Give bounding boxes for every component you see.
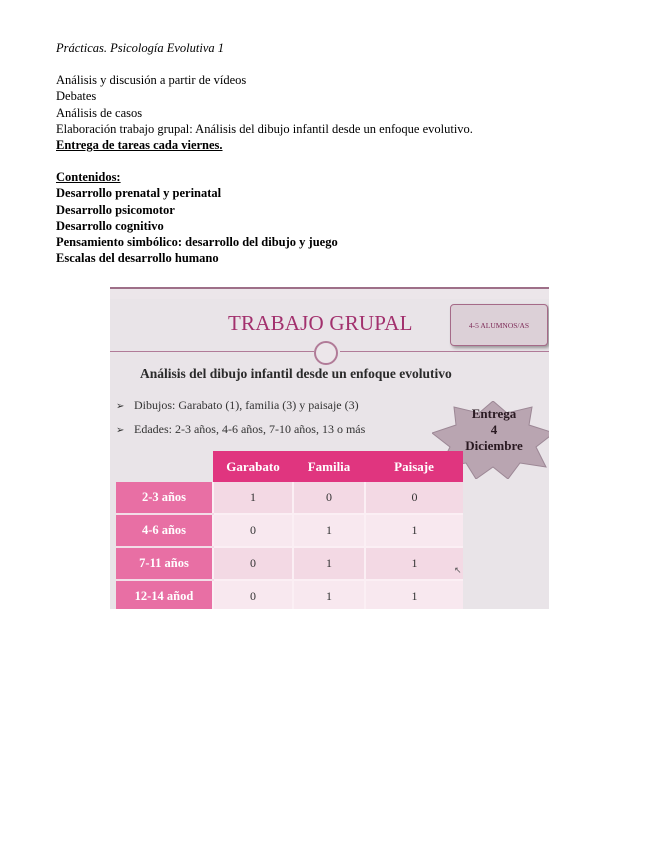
slide-subtitle: Análisis del dibujo infantil desde un enfoque evolutivo [140, 366, 452, 381]
bullet-text: Edades: 2-3 años, 4-6 años, 7-10 años, 13 o más [134, 422, 366, 436]
table-row [116, 580, 463, 609]
deadline-note: Entrega de tareas cada viernes. [56, 138, 223, 153]
divider-line [340, 351, 549, 352]
bullet-text: Dibujos: Garabato (1), familia (3) y paisaje (3) [134, 398, 359, 412]
document-body [56, 40, 616, 266]
activity-item: Análisis de casos [56, 105, 143, 120]
table-cell: 1 [293, 580, 365, 609]
table-cell: 1 [365, 580, 463, 609]
content-item: Desarrollo psicomotor [56, 202, 175, 217]
table-header-row [116, 451, 463, 482]
slide-title: TRABAJO GRUPAL [228, 311, 413, 335]
table-row [116, 547, 463, 580]
table-cell: 1 [293, 547, 365, 580]
arrow-bullet-icon: ➢ [116, 401, 125, 412]
deadline-line: 4 [490, 422, 498, 437]
table-cell: 1 [365, 547, 463, 580]
document-title: Prácticas. Psicología Evolutiva 1 [56, 41, 225, 55]
table-cell: 0 [365, 482, 463, 514]
table-cell: 0 [213, 547, 293, 580]
content-item: Desarrollo prenatal y perinatal [56, 186, 222, 201]
column-header: Paisaje [365, 451, 463, 482]
content-item: Pensamiento simbólico: desarrollo del dibujo y juego [56, 235, 338, 250]
slide-top-bar [110, 287, 549, 299]
table-cell: 0 [293, 482, 365, 514]
slide-bullet [116, 398, 359, 413]
assignment-table [116, 451, 463, 609]
slide-bullet [116, 422, 365, 437]
divider-line [110, 351, 314, 352]
table-cell: 1 [293, 514, 365, 547]
column-header: Garabato [213, 451, 293, 482]
deadline-starburst-text [447, 406, 541, 454]
row-label: 7-11 años [116, 547, 213, 580]
deadline-line: Entrega [471, 406, 517, 421]
table-cell: 0 [213, 580, 293, 609]
activity-item: Análisis y discusión a partir de vídeos [56, 73, 247, 88]
row-label: 4-6 años [116, 514, 213, 547]
deadline-line: Diciembre [465, 438, 523, 453]
table-cell: 0 [213, 514, 293, 547]
activity-item: Debates [56, 89, 97, 104]
column-header: Familia [293, 451, 365, 482]
table-row [116, 482, 463, 514]
contents-heading: Contenidos: [56, 170, 121, 185]
content-item: Desarrollo cognitivo [56, 218, 164, 233]
content-item: Escalas del desarrollo humano [56, 251, 219, 266]
row-label: 12-14 añod [116, 580, 213, 609]
arrow-bullet-icon: ➢ [116, 425, 125, 436]
row-label: 2-3 años [116, 482, 213, 514]
table-cell: 1 [213, 482, 293, 514]
divider-circle [314, 341, 338, 365]
embedded-slide-image [110, 287, 549, 609]
mouse-cursor-icon: ↖ [454, 565, 462, 575]
table-row [116, 514, 463, 547]
group-size-badge: 4-5 ALUMNOS/AS [450, 304, 548, 346]
table-cell: 1 [365, 514, 463, 547]
activity-item: Elaboración trabajo grupal: Análisis del dibujo infantil desde un enfoque evolutivo. [56, 121, 473, 136]
